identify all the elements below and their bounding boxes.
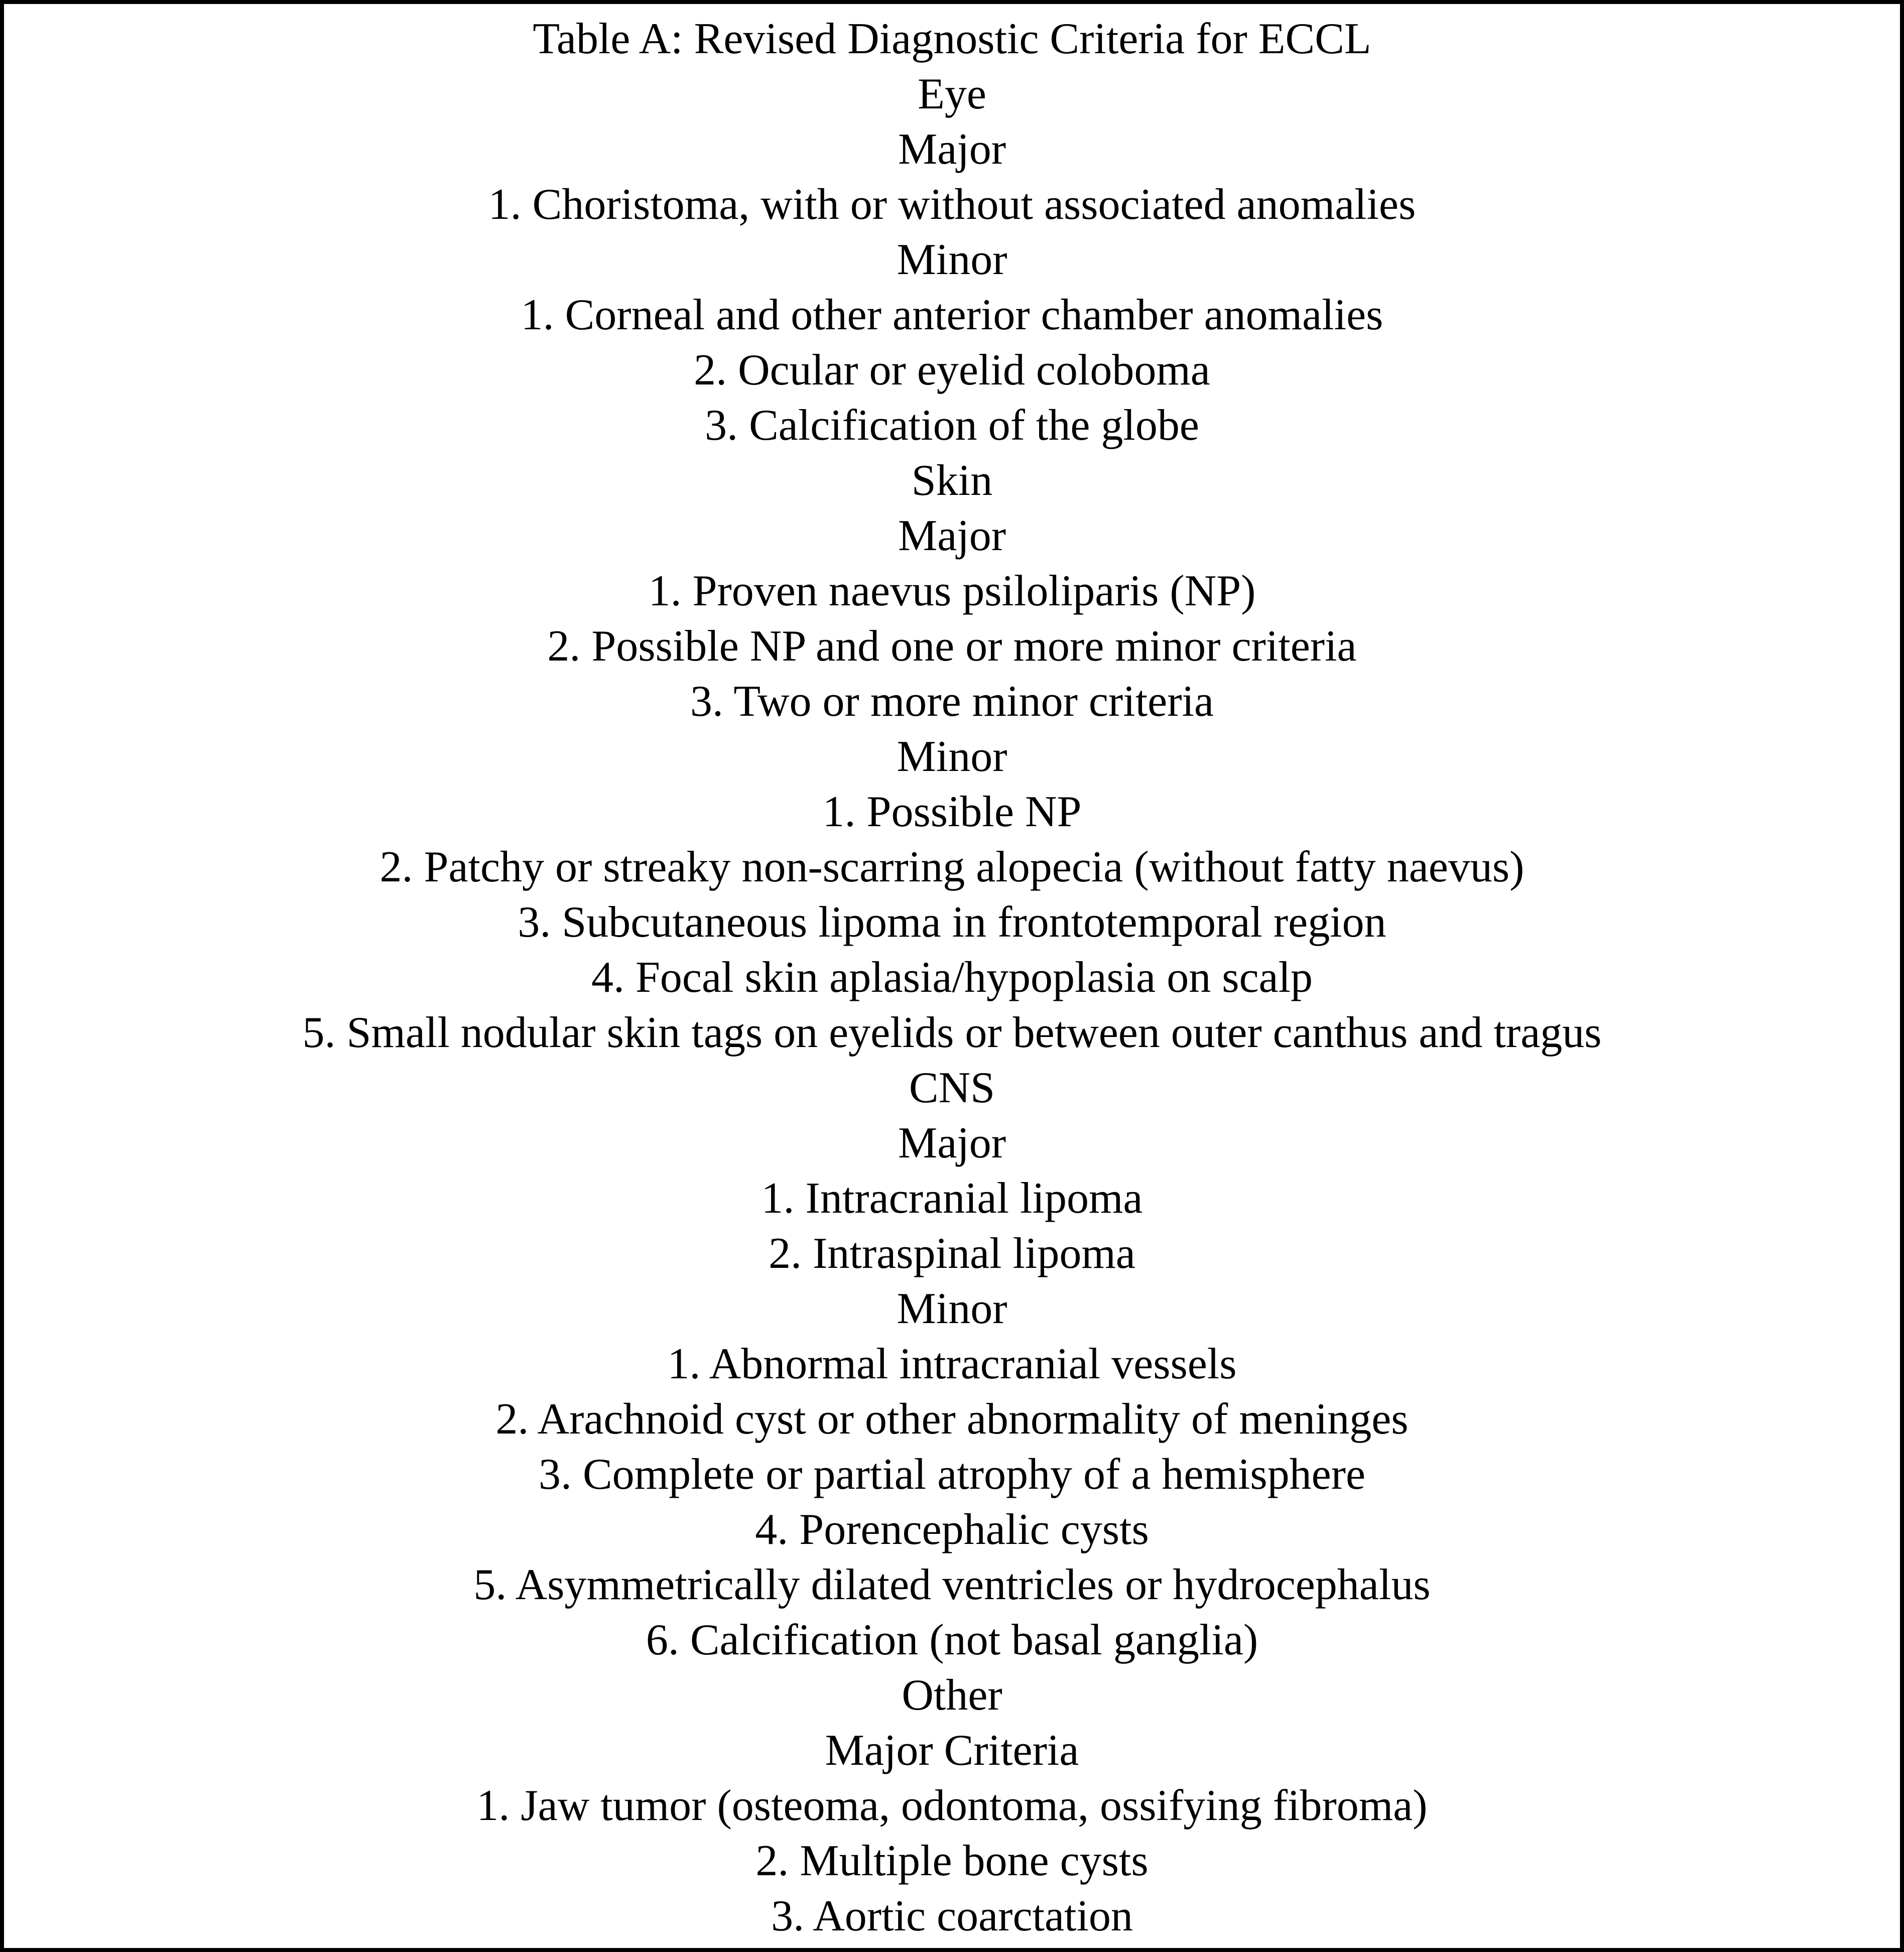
group-label-skin-minor: Minor [897,732,1007,781]
criterion-item: 3. Two or more minor criteria [690,677,1214,726]
criterion-item: 6. Calcification (not basal ganglia) [646,1616,1258,1664]
group-label-cns-minor: Minor [897,1284,1007,1333]
section-heading-eye: Eye [918,70,986,118]
criterion-item: 2. Multiple bone cysts [755,1837,1149,1885]
criterion-item: 4. Porencephalic cysts [755,1505,1149,1554]
criterion-item: 5. Asymmetrically dilated ventricles or hydrocephalus [473,1560,1431,1609]
section-heading-cns: CNS [909,1064,995,1112]
group-label-other-major: Major Criteria [825,1726,1079,1775]
criterion-item: 2. Ocular or eyelid coloboma [694,346,1210,395]
criterion-item: 3. Aortic coarctation [771,1892,1133,1940]
group-label-eye-minor: Minor [897,235,1007,284]
table-title: Table A: Revised Diagnostic Criteria for ECCL [533,15,1371,63]
criterion-item: 1. Abnormal intracranial vessels [667,1340,1237,1388]
criterion-item: 2. Possible NP and one or more minor criteria [547,622,1357,671]
criterion-item: 3. Complete or partial atrophy of a hemisphere [538,1450,1366,1499]
criterion-item: 2. Intraspinal lipoma [769,1229,1135,1278]
criterion-item: 4. Focal skin aplasia/hypoplasia on scalp [591,953,1313,1002]
criterion-item: 3. Subcutaneous lipoma in frontotemporal region [518,898,1386,947]
criterion-item: 2. Patchy or streaky non-scarring alopecia (without fatty naevus) [379,843,1525,891]
criterion-item: 1. Corneal and other anterior chamber anomalies [521,291,1383,339]
group-label-cns-major: Major [898,1119,1006,1167]
criterion-item: 3. Calcification of the globe [705,401,1199,450]
section-heading-skin: Skin [911,456,993,505]
criterion-item: 1. Choristoma, with or without associated anomalies [488,180,1416,229]
group-label-skin-major: Major [898,511,1006,560]
criterion-item: 1. Possible NP [822,788,1082,836]
section-heading-other: Other [902,1671,1002,1720]
criterion-item: 5. Small nodular skin tags on eyelids or between outer canthus and tragus [302,1008,1602,1057]
criterion-item: 1. Proven naevus psiloliparis (NP) [648,567,1256,615]
criterion-item: 2. Arachnoid cyst or other abnormality of meninges [495,1395,1409,1444]
criterion-item: 1. Intracranial lipoma [761,1174,1143,1223]
criteria-table [8,12,1896,1944]
group-label-eye-major: Major [898,125,1006,174]
criterion-item: 1. Jaw tumor (osteoma, odontoma, ossifying fibroma) [476,1781,1428,1830]
